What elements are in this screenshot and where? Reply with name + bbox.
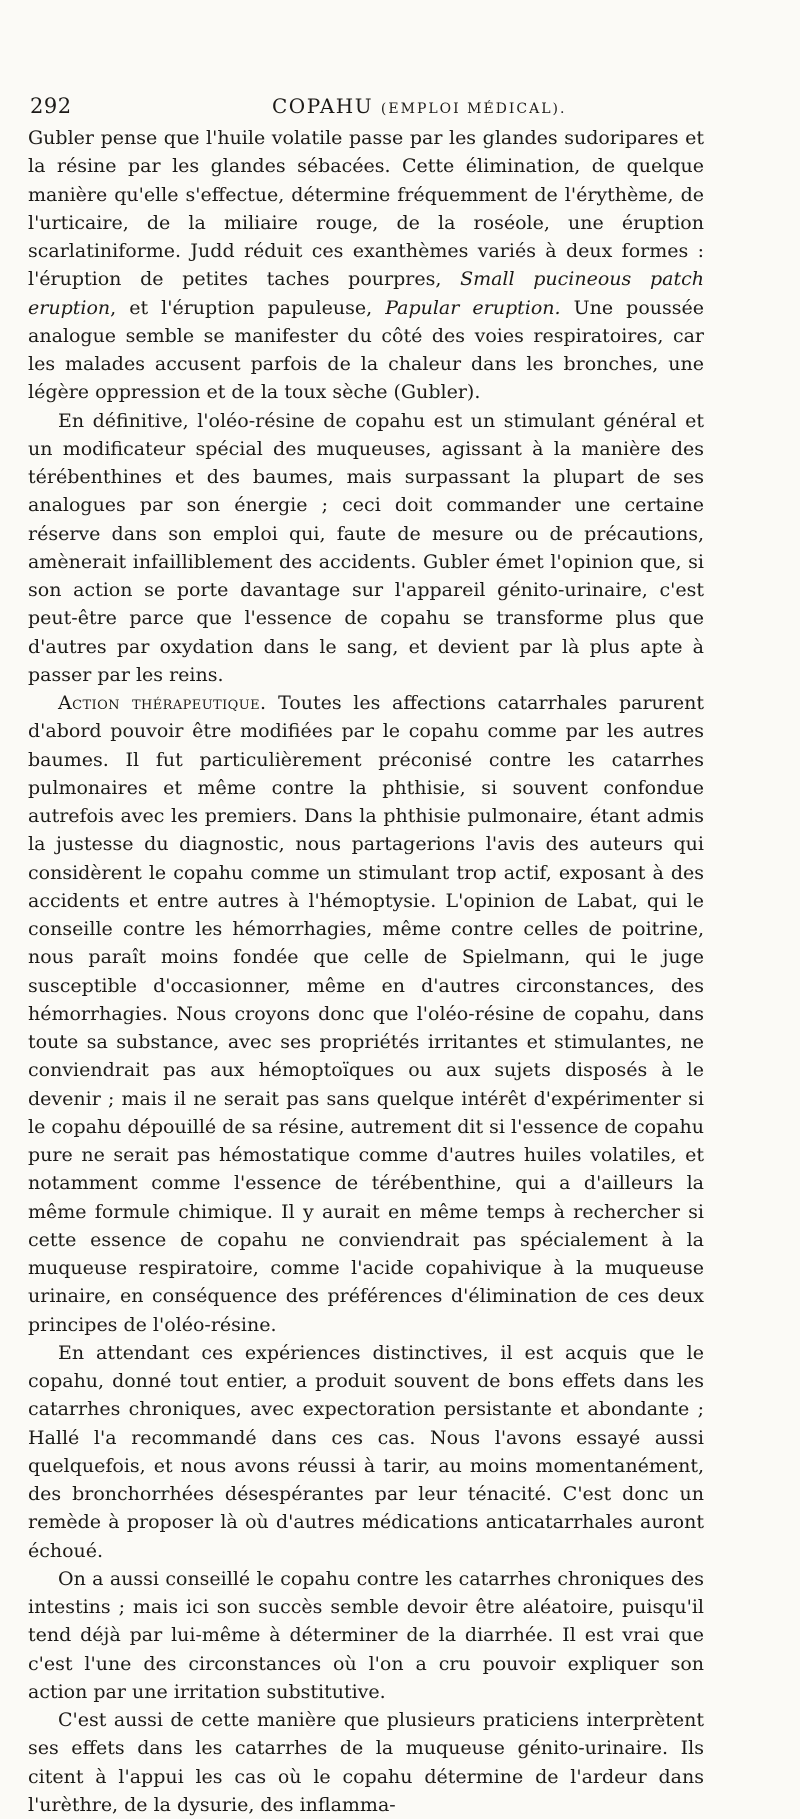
paragraph-3: Action thérapeutique. Toutes les affections catarrhales parurent d'abord pouvoir être modifiées par le copahu comme par les autres baumes. Il fut particulièrement préconisé contre les catarrhes pulmonaires et même contre la phthisie, si souvent confondue autrefois avec les premiers. Dans la phthisie pulmonaire, étant admis la justesse du diagnostic, nous partagerions l'avis des auteurs qui considèrent le copahu comme un stimulant trop actif, exposant à des accidents et entre autres à l'hémoptysie. L'opinion de Labat, qui le conseille contre les hémorrhagies, même contre celles de poitrine, nous paraît moins fondée que celle de Spielmann, qui le juge susceptible d'occasionner, même en d'autres circonstances, des hémorrhagies. Nous croyons donc que l'oléo-résine de copahu, dans toute sa substance, avec ses propriétés irritantes et stimulantes, ne conviendrait pas aux hémoptoïques ou aux sujets disposés à le devenir ; mais il ne serait pas sans quelque intérêt d'expérimenter si le copahu dépouillé de sa résine, autrement dit si l'essence de copahu pure ne serait pas hémostatique comme d'autres huiles volatiles, et notamment comme l'essence de térébenthine, qui a d'ailleurs la même formule chimique. Il y aurait en même temps à rechercher si cette essence de copahu ne conviendrait pas spécialement à la muqueuse respiratoire, comme l'acide copahivique à la muqueuse urinaire, en conséquence des préférences d'élimination de ces deux principes de l'oléo-résine. bbox=[28, 692, 704, 1336]
paragraph-6: C'est aussi de cette manière que plusieurs praticiens interprètent ses effets dans les catarrhes de la muqueuse génito-urinaire. Ils citent à l'appui les cas où le copahu détermine de l'ardeur dans l'urèthre, de la dysurie, des inflamma- bbox=[28, 1709, 704, 1816]
italic-term: Papular eruption. bbox=[385, 296, 561, 319]
paragraph-2: En définitive, l'oléo-résine de copahu est un stimulant général et un modificateur spécial des muqueuses, agissant à la manière des térébenthines et des baumes, mais surpassant la plupart de ses analogues par son énergie ; ceci doit commander une certaine réserve dans son emploi qui, faute de mesure ou de précautions, amènerait infailliblement des accidents. Gubler émet l'opinion que, si son action se porte davantage sur l'appareil génito-urinaire, c'est peut-être parce que l'essence de copahu se transforme plus que d'autres par oxydation dans le sang, et devient par là plus apte à passer par les reins. bbox=[28, 409, 704, 686]
page-number: 292 bbox=[30, 94, 72, 118]
running-head-subtitle: (EMPLOI MÉDICAL). bbox=[380, 101, 567, 117]
paragraph-1: Gubler pense que l'huile volatile passe par les glandes sudoripares et la résine par les glandes sébacées. Cette élimination, de quelque manière qu'elle s'effectue, détermine fréquemment de l'érythème, de l'urticaire, de la miliaire rouge, de la roséole, une éruption scarlatiniforme. Judd réduit ces exanthèmes variés à deux formes : l'éruption de petites taches pourpres, Small pucineous patch eruption, et l'éruption papuleuse, Papular eruption. Une poussée analogue semble se manifester du côté des voies respiratoires, car les malades accusent parfois de la chaleur dans les bronches, une légère oppression et de la toux sèche (Gubler). bbox=[28, 127, 704, 404]
paragraph-5: On a aussi conseillé le copahu contre les catarrhes chroniques des intestins ; mais ici son succès semble devoir être aléatoire, puisqu'il tend déjà par lui-même à déterminer de la diarrhée. Il est vrai que c'est l'une des circonstances où l'on a cru pouvoir expliquer son action par une irritation substitutive. bbox=[28, 1567, 704, 1703]
running-head bbox=[272, 94, 566, 118]
body-text bbox=[28, 124, 704, 1819]
italic-term: Small pucineous patch eruption bbox=[28, 268, 704, 319]
running-head-title: COPAHU bbox=[272, 94, 374, 118]
page-header bbox=[30, 94, 710, 124]
paragraph-4: En attendant ces expériences distinctives, il est acquis que le copahu, donné tout entier, a produit souvent de bons effets dans les catarrhes chroniques, avec expectoration persistante et abondante ; Hallé l'a recommandé dans ces cas. Nous l'avons essayé aussi quelquefois, et nous avons réussi à tarir, au moins momentanément, des bronchorrhées désespérantes par leur ténacité. C'est donc un remède à proposer là où d'autres médications anticatarrhales auront échoué. bbox=[28, 1341, 704, 1562]
section-heading: Action thérapeutique. bbox=[58, 692, 267, 714]
